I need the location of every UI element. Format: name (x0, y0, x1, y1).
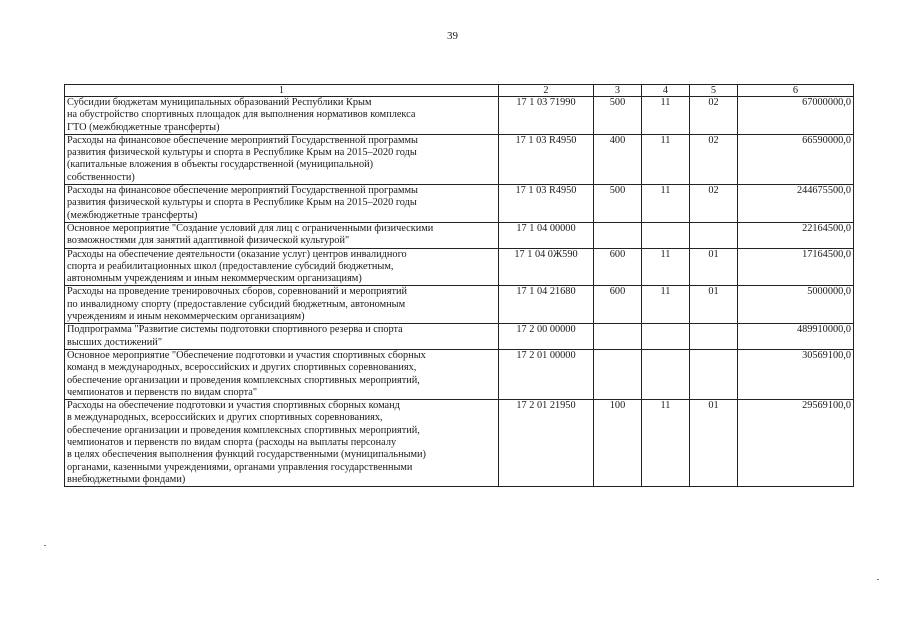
row-name-cell (65, 349, 499, 399)
row-subsection-cell (690, 324, 738, 350)
row-section-cell (642, 349, 690, 399)
column-header-section: 4 (642, 85, 690, 97)
row-amount-cell: 30569100,0 (738, 349, 854, 399)
row-name-line: обеспечение организации и проведения комплексных спортивных мероприятий, (67, 424, 420, 436)
row-name-line: ГТО (межбюджетные трансферты) (67, 121, 220, 133)
row-type-cell: 600 (594, 286, 642, 324)
row-subsection-cell: 02 (690, 185, 738, 223)
table-row (65, 324, 854, 350)
row-name-cell (65, 248, 499, 286)
row-type-cell (594, 324, 642, 350)
row-name-line: в целях обеспечения выполнения функций государственными (муниципальными) (67, 449, 426, 461)
row-section-cell: 11 (642, 248, 690, 286)
scan-speck (877, 579, 879, 580)
row-name-line: Расходы на проведение тренировочных сборов, соревнований и мероприятий (67, 286, 408, 298)
row-name-line: собственности) (67, 171, 135, 183)
header-row (65, 85, 854, 97)
row-name-line: чемпионатов и первенств по видам спорта" (67, 386, 258, 398)
row-code-cell: 17 1 03 R4950 (499, 185, 594, 223)
row-name-cell (65, 400, 499, 487)
row-type-cell: 100 (594, 400, 642, 487)
row-name-line: внебюджетными фондами) (67, 473, 186, 485)
row-amount-cell: 29569100,0 (738, 400, 854, 487)
row-name-line: на обустройство спортивных площадок для выполнения нормативов комплекса (67, 109, 416, 121)
row-name-line: Расходы на финансовое обеспечение мероприятий Государственной программы (67, 185, 418, 197)
column-header-name: 1 (65, 85, 499, 97)
row-amount-cell: 17164500,0 (738, 248, 854, 286)
row-code-cell: 17 1 04 21680 (499, 286, 594, 324)
row-section-cell: 11 (642, 97, 690, 135)
row-subsection-cell: 02 (690, 97, 738, 135)
row-code-cell: 17 1 04 0Ж590 (499, 248, 594, 286)
row-name-cell (65, 286, 499, 324)
table-body (65, 97, 854, 487)
row-amount-cell: 489910000,0 (738, 324, 854, 350)
row-name-line: учреждениям и иным некоммерческим организациям) (67, 311, 305, 323)
row-name-line: в международных, всероссийских и других спортивных соревнованиях, (67, 412, 383, 424)
row-name-line: автономным учреждениям и иным некоммерческим организациям) (67, 273, 362, 285)
row-name-line: (капитальные вложения в объекты государственной (муниципальной) (67, 159, 374, 171)
row-name-cell (65, 324, 499, 350)
row-name-line: Субсидии бюджетам муниципальных образований Республики Крым (67, 97, 372, 108)
row-name-line: спорта и реабилитационных школ (предоставление субсидий бюджетным, (67, 260, 394, 272)
row-name-line: Основное мероприятие "Создание условий для лиц с ограниченными физическими (67, 222, 434, 234)
row-name-line: возможностями для занятий адаптивной физической культурой" (67, 235, 350, 247)
row-section-cell (642, 222, 690, 248)
table-row (65, 97, 854, 135)
row-subsection-cell: 01 (690, 400, 738, 487)
row-code-cell: 17 2 01 21950 (499, 400, 594, 487)
row-name-line: развития физической культуры и спорта в Республике Крым на 2015–2020 годы (67, 147, 417, 159)
row-type-cell (594, 349, 642, 399)
row-code-cell: 17 1 03 R4950 (499, 134, 594, 184)
table-row (65, 134, 854, 184)
row-name-cell (65, 185, 499, 223)
row-name-cell (65, 222, 499, 248)
table-row (65, 222, 854, 248)
budget-table (64, 84, 854, 487)
row-subsection-cell (690, 222, 738, 248)
row-section-cell: 11 (642, 134, 690, 184)
row-name-line: Подпрограмма "Развитие системы подготовки спортивного резерва и спорта (67, 324, 403, 336)
row-name-cell (65, 134, 499, 184)
row-name-line: команд в международных, всероссийских и других спортивных соревнованиях, (67, 362, 417, 374)
table-row (65, 400, 854, 487)
row-type-cell: 500 (594, 185, 642, 223)
row-amount-cell: 244675500,0 (738, 185, 854, 223)
row-name-line: органами, казенными учреждениями, органами управления государственными (67, 461, 413, 473)
row-name-line: чемпионатов и первенств по видам спорта (расходы на выплаты персоналу (67, 437, 397, 449)
row-amount-cell: 67000000,0 (738, 97, 854, 135)
row-section-cell: 11 (642, 400, 690, 487)
row-code-cell: 17 1 04 00000 (499, 222, 594, 248)
row-name-line: Расходы на обеспечение деятельности (оказание услуг) центров инвалидного (67, 248, 407, 260)
table-row (65, 349, 854, 399)
row-name-line: по инвалидному спорту (предоставление субсидий бюджетным, автономным (67, 298, 406, 310)
row-name-line: (межбюджетные трансферты) (67, 209, 198, 221)
row-section-cell: 11 (642, 185, 690, 223)
table-row (65, 248, 854, 286)
row-subsection-cell: 02 (690, 134, 738, 184)
row-subsection-cell: 01 (690, 248, 738, 286)
row-name-line: обеспечение организации и проведения комплексных спортивных мероприятий, (67, 374, 420, 386)
row-name-line: Основное мероприятие "Обеспечение подготовки и участия спортивных сборных (67, 349, 426, 361)
row-amount-cell: 66590000,0 (738, 134, 854, 184)
row-type-cell: 400 (594, 134, 642, 184)
row-type-cell: 600 (594, 248, 642, 286)
row-name-line: Расходы на обеспечение подготовки и участия спортивных сборных команд (67, 400, 400, 412)
row-type-cell: 500 (594, 97, 642, 135)
row-type-cell (594, 222, 642, 248)
row-code-cell: 17 2 00 00000 (499, 324, 594, 350)
row-subsection-cell (690, 349, 738, 399)
row-name-line: Расходы на финансовое обеспечение мероприятий Государственной программы (67, 134, 418, 146)
row-subsection-cell: 01 (690, 286, 738, 324)
row-name-line: развития физической культуры и спорта в Республике Крым на 2015–2020 годы (67, 197, 417, 209)
column-header-type: 3 (594, 85, 642, 97)
column-header-subsection: 5 (690, 85, 738, 97)
row-amount-cell: 22164500,0 (738, 222, 854, 248)
column-header-code: 2 (499, 85, 594, 97)
row-code-cell: 17 1 03 71990 (499, 97, 594, 135)
scan-speck (44, 545, 46, 546)
row-name-cell (65, 97, 499, 135)
table-row (65, 185, 854, 223)
page-number: 39 (447, 30, 458, 42)
row-amount-cell: 5000000,0 (738, 286, 854, 324)
row-section-cell (642, 324, 690, 350)
row-name-line: высших достижений" (67, 336, 163, 348)
row-section-cell: 11 (642, 286, 690, 324)
table-row (65, 286, 854, 324)
row-code-cell: 17 2 01 00000 (499, 349, 594, 399)
column-header-amount: 6 (738, 85, 854, 97)
